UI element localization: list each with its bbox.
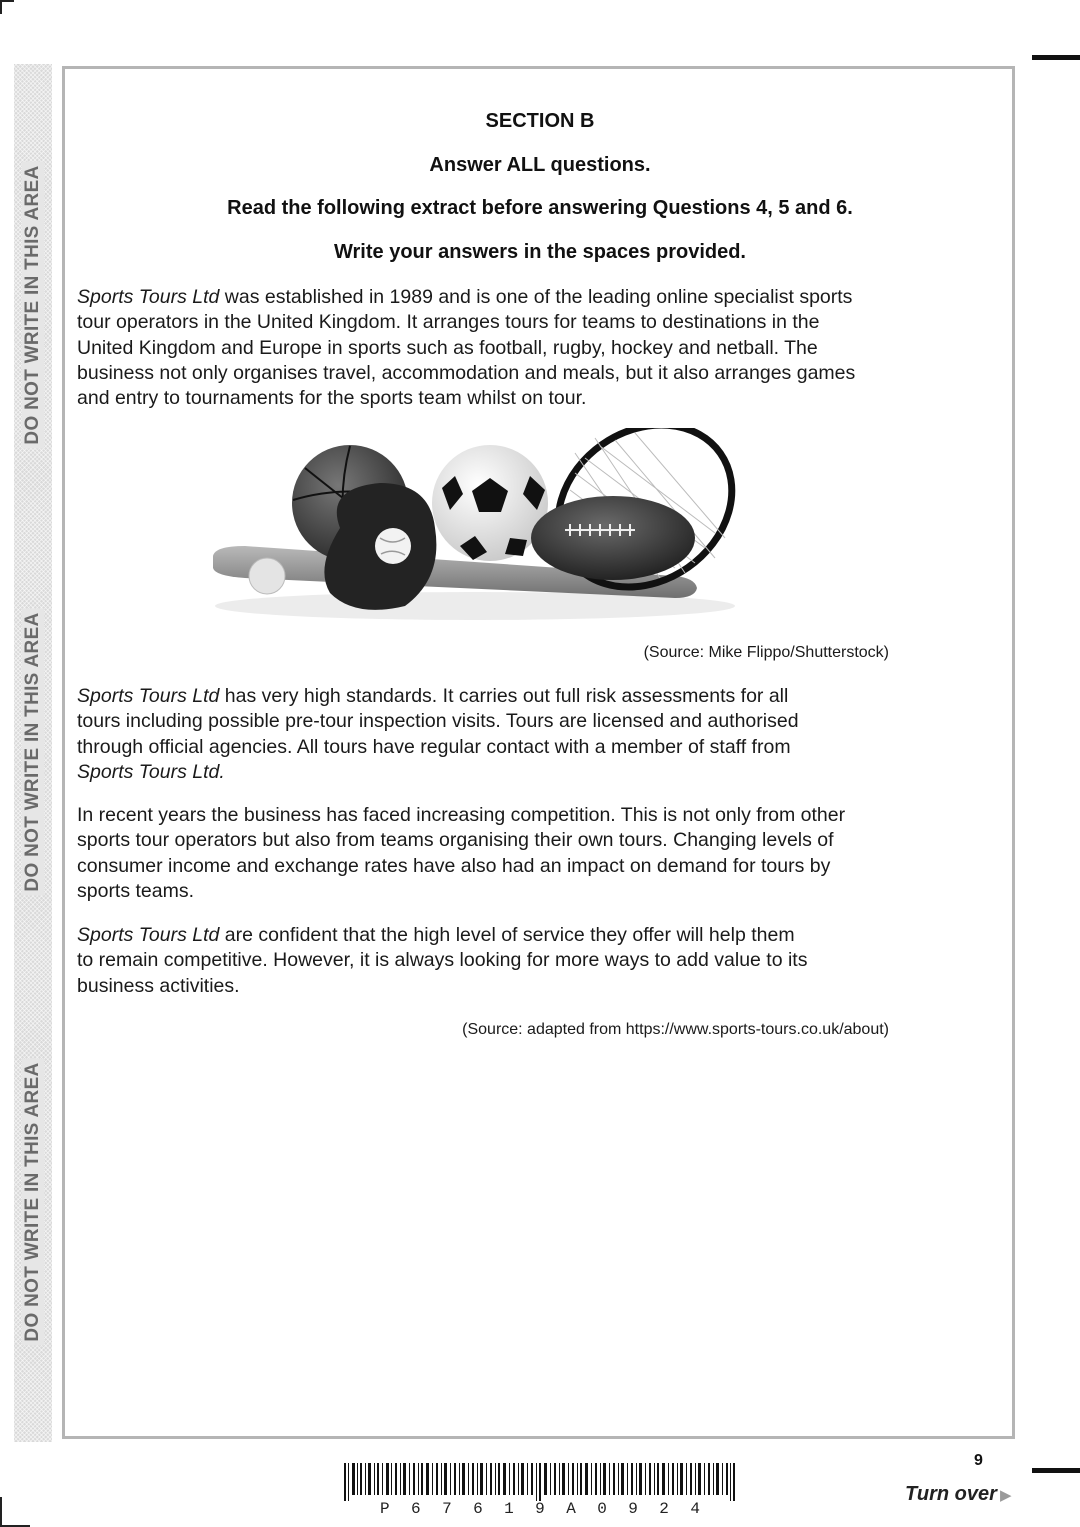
instruction-read-extract: Read the following extract before answering Questions 4, 5 and 6. <box>227 197 853 219</box>
margin-warning: DO NOT WRITE IN THIS AREA <box>22 608 44 895</box>
turn-over-arrow-icon: ▶ <box>1000 1487 1012 1504</box>
crop-mark <box>0 0 2 14</box>
instruction-write-answers: Write your answers in the spaces provided. <box>334 241 746 263</box>
section-title: SECTION B <box>485 110 595 132</box>
extract-paragraph-2: Sports Tours Ltd has very high standards. It carries out full risk assessments for all tours including possible pre-tour inspection visits. Tours are licensed and authorised through official agencies. All tours have regular contact with a member of staff from Sports Tours Ltd. <box>77 685 799 783</box>
page-number: 9 <box>974 1452 983 1469</box>
turn-over-label: Turn over <box>905 1483 997 1505</box>
extract-paragraph-1: Sports Tours Ltd was established in 1989 and is one of the leading online specialist sports tour operators in the United Kingdom. It arranges tours for teams to destinations in the United Kingdom and Europe in sports such as football, rugby, hockey and netball. The business not only organises travel, accommodation and meals, but it also arranges games and entry to tournaments for the sports team whilst on tour. <box>77 286 856 410</box>
barcode <box>344 1463 736 1501</box>
extract-paragraph-3: In recent years the business has faced increasing competition. This is not only from other sports tour operators but also from teams organising their own tours. Changing levels of consumer income and exchange rates have also had an impact on demand for tours by sports teams. <box>77 804 846 902</box>
company-name: Sports Tours Ltd <box>77 685 220 707</box>
text-source: (Source: adapted from https://www.sports-tours.co.uk/about) <box>462 1021 889 1038</box>
company-name: Sports Tours Ltd <box>77 924 220 946</box>
instruction-answer-all: Answer ALL questions. <box>429 154 651 176</box>
crop-mark <box>0 0 14 2</box>
margin-bar <box>1032 1468 1080 1473</box>
margin-warning: DO NOT WRITE IN THIS AREA <box>22 1058 44 1345</box>
sports-equipment-photo <box>205 428 745 628</box>
barcode-number: P 6 7 6 1 9 A 0 9 2 4 <box>380 1500 700 1518</box>
margin-warning: DO NOT WRITE IN THIS AREA <box>22 161 44 448</box>
crop-mark <box>0 1497 2 1527</box>
company-name: Sports Tours Ltd <box>77 286 220 308</box>
image-source: (Source: Mike Flippo/Shutterstock) <box>643 644 889 661</box>
extract-paragraph-4: Sports Tours Ltd are confident that the high level of service they offer will help them to remain competitive. However, it is always looking for more ways to add value to its business activities. <box>77 924 808 997</box>
margin-bar <box>1032 55 1080 60</box>
